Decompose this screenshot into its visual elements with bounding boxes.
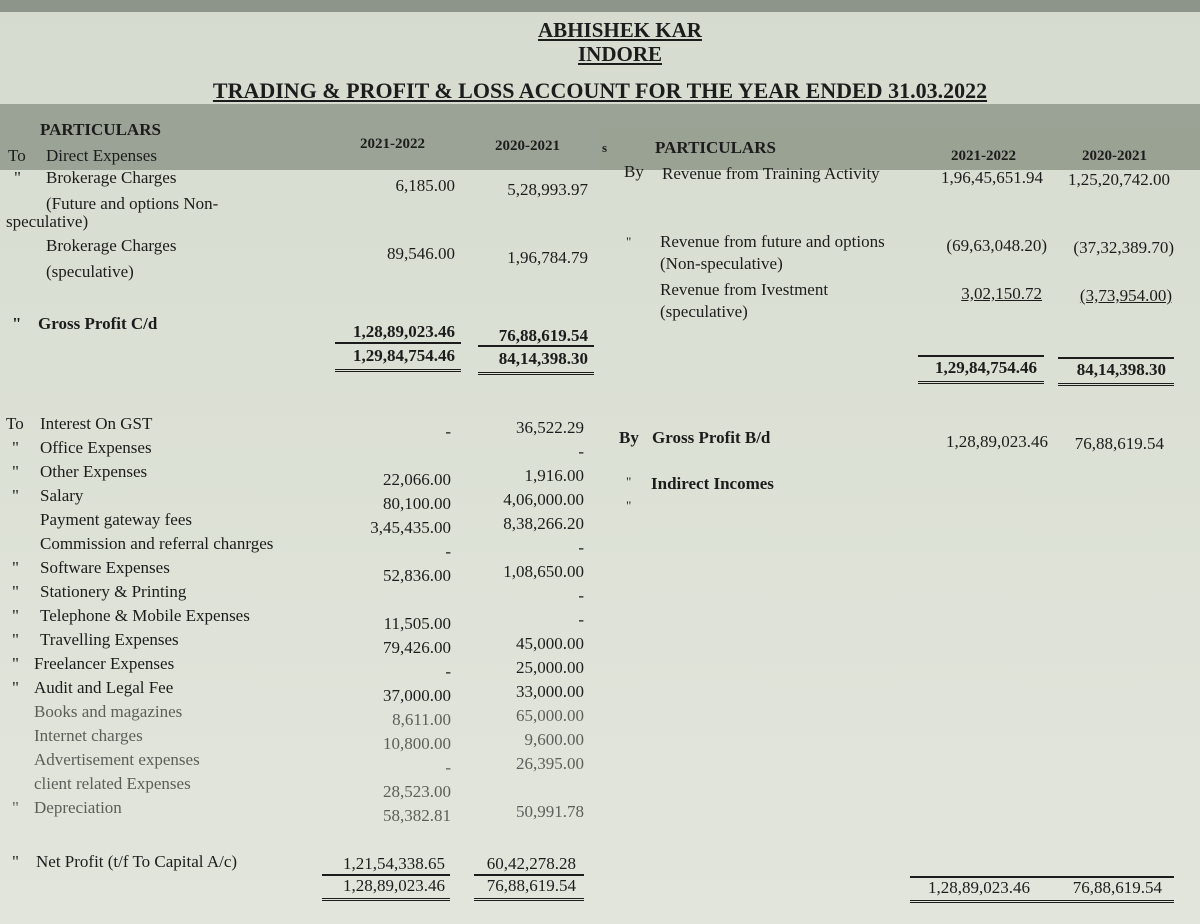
brokerage-1-2021-2022: 6,185.00 xyxy=(395,176,455,195)
header-right-2021-2022: 2021-2022 xyxy=(951,148,1016,164)
expense-label: client related Expenses xyxy=(34,774,191,793)
expense-2020-2021: 45,000.00 xyxy=(516,634,584,653)
expense-2020-2021: 4,06,000.00 xyxy=(503,490,584,509)
pl-credit-total-2020-2021: 76,88,619.54 xyxy=(1072,878,1162,897)
pl-credit-total-2021-2022: 1,28,89,023.46 xyxy=(928,878,1030,897)
net-profit-2021-2022: 1,21,54,338.65 xyxy=(343,854,445,873)
row-prefix: To xyxy=(6,414,24,433)
credit-total-rule-bottom xyxy=(1058,383,1174,386)
net-rule-bottom xyxy=(322,898,450,901)
pl-total-2021-2022: 1,28,89,023.46 xyxy=(343,876,445,895)
expense-2020-2021: - xyxy=(578,442,584,461)
expense-label: Freelancer Expenses xyxy=(34,654,175,673)
header-particulars-left: PARTICULARS xyxy=(40,120,161,139)
total-rule-top xyxy=(478,345,594,347)
expense-label: Advertisement expenses xyxy=(34,750,200,769)
gross-profit-cd-2020-2021: 76,88,619.54 xyxy=(498,326,588,345)
trading-credit-total-2020-2021: 84,14,398.30 xyxy=(1076,360,1166,379)
expense-2020-2021: - xyxy=(578,538,584,557)
expense-2020-2021: 9,600.00 xyxy=(524,730,584,749)
brokerage-2-2021-2022: 89,546.00 xyxy=(387,244,455,263)
trading-total-2021-2022: 1,29,84,754.46 xyxy=(353,346,455,365)
header-right-2020-2021: 2020-2021 xyxy=(1082,148,1147,164)
brokerage-note-cont: speculative) xyxy=(6,212,89,231)
expense-2020-2021: 25,000.00 xyxy=(516,658,584,677)
net-profit-2020-2021: 60,42,278.28 xyxy=(486,854,576,873)
brokerage-2-2020-2021: 1,96,784.79 xyxy=(507,248,588,267)
revenue-fo-2020-2021: (37,32,389.70) xyxy=(1073,238,1174,257)
header-left-2021-2022: 2021-2022 xyxy=(360,136,425,152)
row-prefix: " xyxy=(12,606,19,625)
expense-label: Internet charges xyxy=(34,726,143,745)
expense-2021-2022: - xyxy=(445,662,451,681)
expense-label: Office Expenses xyxy=(40,438,152,457)
expense-2021-2022: 79,426.00 xyxy=(383,638,451,657)
ditto-mark: " xyxy=(14,168,21,187)
revenue-fo-note: (Non-speculative) xyxy=(660,254,783,273)
revenue-training-2021-2022: 1,96,45,651.94 xyxy=(941,168,1043,187)
net-rule-bottom xyxy=(474,898,584,901)
header-left-2020-2021: 2020-2021 xyxy=(495,138,560,154)
expense-2021-2022: 58,382.81 xyxy=(383,806,451,825)
ditto-mark: " xyxy=(626,498,632,513)
expense-2021-2022: 8,611.00 xyxy=(392,710,451,729)
net-profit-label: Net Profit (t/f To Capital A/c) xyxy=(36,852,238,871)
expense-label: Interest On GST xyxy=(40,414,153,433)
total-rule-bottom xyxy=(335,369,461,372)
by-prefix: By xyxy=(624,162,644,181)
expense-2020-2021: 26,395.00 xyxy=(516,754,584,773)
expense-2021-2022: 80,100.00 xyxy=(383,494,451,513)
ditto-mark: " xyxy=(626,234,632,249)
credit-total-rule-top xyxy=(1058,357,1174,359)
brokerage-charges-label: Brokerage Charges xyxy=(46,168,177,187)
revenue-fo-2021-2022: (69,63,048.20) xyxy=(946,236,1047,255)
expense-2020-2021: 8,38,266.20 xyxy=(503,514,584,533)
row-prefix: " xyxy=(12,558,19,577)
trading-total-2020-2021: 84,14,398.30 xyxy=(498,349,588,368)
expense-2021-2022: 3,45,435.00 xyxy=(370,518,451,537)
expense-2021-2022: 11,505.00 xyxy=(383,614,451,633)
expense-2021-2022: - xyxy=(445,422,451,441)
gross-profit-bd-2020-2021: 76,88,619.54 xyxy=(1074,434,1164,453)
expense-2020-2021: - xyxy=(578,586,584,605)
top-border xyxy=(0,0,1200,12)
expense-label: Books and magazines xyxy=(34,702,183,721)
total-rule-bottom xyxy=(478,372,594,375)
expense-label: Other Expenses xyxy=(40,462,148,481)
row-prefix: " xyxy=(12,462,19,481)
to-prefix: To xyxy=(8,146,26,165)
row-prefix: " xyxy=(12,654,19,673)
expense-label: Stationery & Printing xyxy=(40,582,187,601)
expense-label: Travelling Expenses xyxy=(40,630,179,649)
revenue-investment-label: Revenue from Ivestment xyxy=(660,280,829,299)
expense-label: Commission and referral chanrges xyxy=(40,534,274,553)
expense-label: Payment gateway fees xyxy=(40,510,192,529)
revenue-investment-2021-2022: 3,02,150.72 xyxy=(961,284,1042,303)
gross-profit-bd-label: Gross Profit B/d xyxy=(652,428,771,447)
expense-2020-2021: 36,522.29 xyxy=(516,418,584,437)
expense-2020-2021: 33,000.00 xyxy=(516,682,584,701)
row-prefix: " xyxy=(12,798,19,817)
brokerage-charges-label-2: Brokerage Charges xyxy=(46,236,177,255)
expense-2021-2022: 28,523.00 xyxy=(383,782,451,801)
expense-2021-2022: 10,800.00 xyxy=(383,734,451,753)
row-prefix: " xyxy=(12,678,19,697)
gross-profit-bd-2021-2022: 1,28,89,023.46 xyxy=(946,432,1048,451)
revenue-training-label: Revenue from Training Activity xyxy=(662,164,880,183)
expense-2020-2021: 65,000.00 xyxy=(516,706,584,725)
expense-2021-2022: 22,066.00 xyxy=(383,470,451,489)
expense-label: Salary xyxy=(40,486,84,505)
ditto-mark: " xyxy=(12,852,19,871)
expense-label: Depreciation xyxy=(34,798,122,817)
header-mark: s xyxy=(602,140,608,155)
row-prefix: " xyxy=(12,630,19,649)
gross-profit-cd-label: Gross Profit C/d xyxy=(38,314,158,333)
expense-2021-2022: 37,000.00 xyxy=(383,686,451,705)
expense-2020-2021: 1,916.00 xyxy=(524,466,584,485)
trading-credit-total-2021-2022: 1,29,84,754.46 xyxy=(935,358,1037,377)
by-prefix: By xyxy=(619,428,639,447)
brokerage-note-2: (speculative) xyxy=(46,262,134,281)
ditto-mark: " xyxy=(12,314,22,333)
pl-total-2020-2021: 76,88,619.54 xyxy=(486,876,576,895)
revenue-investment-note: (speculative) xyxy=(660,302,748,321)
expense-2021-2022: - xyxy=(445,758,451,777)
expense-label: Telephone & Mobile Expenses xyxy=(40,606,250,625)
direct-expenses-label: Direct Expenses xyxy=(46,146,157,165)
expense-2021-2022: 52,836.00 xyxy=(383,566,451,585)
expense-label: Audit and Legal Fee xyxy=(34,678,174,697)
header-particulars-right: PARTICULARS xyxy=(655,138,776,157)
pl-credit-rule-bottom xyxy=(910,900,1174,903)
indirect-incomes-label: Indirect Incomes xyxy=(651,474,774,493)
expense-2020-2021: - xyxy=(578,610,584,629)
row-prefix: " xyxy=(12,486,19,505)
firm-city: INDORE xyxy=(577,42,662,66)
expense-2020-2021: 1,08,650.00 xyxy=(503,562,584,581)
revenue-training-2020-2021: 1,25,20,742.00 xyxy=(1068,170,1170,189)
expense-label: Software Expenses xyxy=(40,558,170,577)
brokerage-note: (Future and options Non- xyxy=(46,194,219,213)
expense-2021-2022: - xyxy=(445,542,451,561)
firm-name: ABHISHEK KAR xyxy=(538,18,702,42)
ditto-mark: " xyxy=(626,474,632,489)
credit-total-rule-top xyxy=(918,355,1044,357)
revenue-investment-2020-2021: (3,73,954.00) xyxy=(1079,286,1172,305)
total-rule-top xyxy=(335,342,461,344)
expense-2020-2021: 50,991.78 xyxy=(516,802,584,821)
credit-total-rule-bottom xyxy=(918,381,1044,384)
gross-profit-cd-2021-2022: 1,28,89,023.46 xyxy=(353,322,455,341)
statement-title: TRADING & PROFIT & LOSS ACCOUNT FOR THE YEAR ENDED 31.03.2022 xyxy=(212,78,988,103)
brokerage-1-2020-2021: 5,28,993.97 xyxy=(507,180,588,199)
row-prefix: " xyxy=(12,582,19,601)
row-prefix: " xyxy=(12,438,19,457)
revenue-fo-label: Revenue from future and options xyxy=(660,232,885,251)
